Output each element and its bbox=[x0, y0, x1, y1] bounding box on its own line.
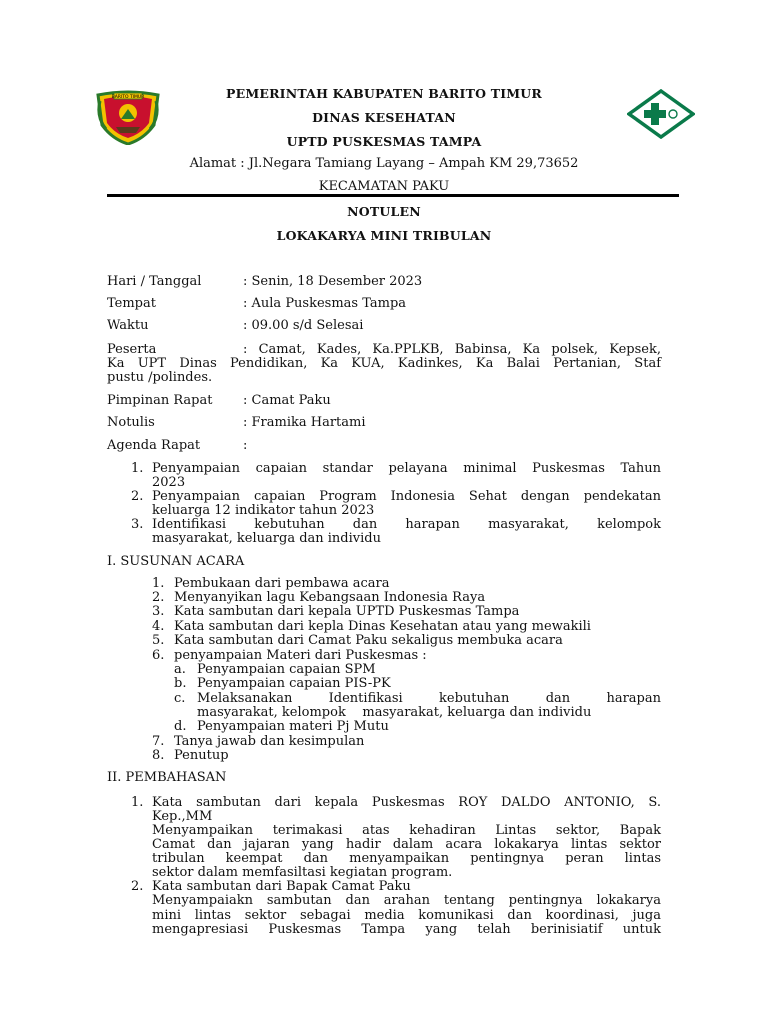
program-number: 3. bbox=[152, 604, 165, 619]
program-number: 8. bbox=[152, 748, 165, 763]
program-subitem: Penyampaian capaian SPM bbox=[197, 662, 376, 677]
header-divider bbox=[107, 194, 679, 197]
header-government: PEMERINTAH KABUPATEN BARITO TIMUR bbox=[226, 86, 542, 101]
program-subitem: masyarakat, kelompok masyarakat, keluarga dan individu bbox=[197, 705, 592, 720]
discussion-item-title: Kata sambutan dari Bapak Camat Paku bbox=[152, 879, 411, 894]
program-subitem: Melaksanakan Identifikasi kebutuhan dan harapan bbox=[197, 691, 661, 706]
discussion-paragraph: tribulan keempat dan menyampaikan pentingnya peran lintas bbox=[152, 851, 661, 866]
document-subtitle: LOKAKARYA MINI TRIBULAN bbox=[276, 228, 492, 243]
info-value-agenda: : bbox=[243, 438, 248, 453]
header-agency: DINAS KESEHATAN bbox=[312, 110, 456, 125]
info-label-notetaker: Notulis bbox=[107, 415, 155, 430]
document-title: NOTULEN bbox=[347, 204, 421, 219]
discussion-paragraph: Camat dan jajaran yang hadir dalam acara lokakarya lintas sektor bbox=[152, 837, 661, 852]
section-heading-discussion: II. PEMBAHASAN bbox=[107, 770, 227, 785]
section-heading-program: I. SUSUNAN ACARA bbox=[107, 554, 245, 569]
discussion-paragraph: mini lintas sektor sebagai media komunikasi dan koordinasi, juga bbox=[152, 908, 661, 923]
agenda-item-text: masyarakat, keluarga dan individu bbox=[152, 531, 381, 546]
svg-text:BARITO TIMUR: BARITO TIMUR bbox=[111, 95, 145, 100]
discussion-item-title: Kep.,MM bbox=[152, 809, 213, 824]
agenda-item-text: Penyampaian capaian standar pelayana minimal Puskesmas Tahun bbox=[152, 461, 661, 476]
program-number: 7. bbox=[152, 734, 165, 749]
program-item: Penutup bbox=[174, 748, 229, 763]
agenda-number: 2. bbox=[131, 489, 144, 504]
discussion-paragraph: Menyampaikan terimakasi atas kehadiran Lintas sektor, Bapak bbox=[152, 823, 661, 838]
header-unit: UPTD PUSKESMAS TAMPA bbox=[286, 134, 482, 149]
info-value-place: : Aula Puskesmas Tampa bbox=[243, 296, 407, 311]
agenda-item-text: 2023 bbox=[152, 475, 186, 490]
program-item: Menyanyikan lagu Kebangsaan Indonesia Raya bbox=[174, 590, 486, 605]
discussion-item-title: Kata sambutan dari kepala Puskesmas ROY DALDO ANTONIO, S. bbox=[152, 795, 661, 810]
agenda-item-text: Penyampaian capaian Program Indonesia Sehat dengan pendekatan bbox=[152, 489, 661, 504]
discussion-number: 1. bbox=[131, 795, 144, 810]
header-address: Alamat : Jl.Negara Tamiang Layang – Ampah KM 29,73652 bbox=[189, 156, 579, 171]
info-label-participants: Peserta bbox=[107, 342, 157, 357]
agenda-number: 3. bbox=[131, 517, 144, 532]
info-label-date: Hari / Tanggal bbox=[107, 274, 202, 289]
program-item: Kata sambutan dari Camat Paku sekaligus membuka acara bbox=[174, 633, 563, 648]
program-subitem: Penyampaian capaian PIS-PK bbox=[197, 676, 391, 691]
program-item: Tanya jawab dan kesimpulan bbox=[174, 734, 365, 749]
info-value-participants-3: pustu /polindes. bbox=[107, 370, 213, 385]
program-number: 4. bbox=[152, 619, 165, 634]
program-number: 2. bbox=[152, 590, 165, 605]
program-item: Kata sambutan dari kepla Dinas Kesehatan atau yang mewakili bbox=[174, 619, 591, 634]
program-number: 6. bbox=[152, 648, 165, 663]
info-label-chair: Pimpinan Rapat bbox=[107, 393, 213, 408]
info-value-time: : 09.00 s/d Selesai bbox=[243, 318, 364, 333]
program-item: penyampaian Materi dari Puskesmas : bbox=[174, 648, 427, 663]
discussion-paragraph: Menyampaiakn sambutan dan arahan tentang pentingnya lokakarya bbox=[152, 893, 661, 908]
program-subletter: a. bbox=[174, 662, 186, 677]
info-label-place: Tempat bbox=[107, 296, 156, 311]
discussion-number: 2. bbox=[131, 879, 144, 894]
program-number: 1. bbox=[152, 576, 165, 591]
info-value-participants-2: Ka UPT Dinas Pendidikan, Ka KUA, Kadinkes, Ka Balai Pertanian, Staf bbox=[107, 356, 661, 371]
program-number: 5. bbox=[152, 633, 165, 648]
info-value-notetaker: : Framika Hartami bbox=[243, 415, 366, 430]
program-subletter: d. bbox=[174, 719, 187, 734]
info-value-chair: : Camat Paku bbox=[243, 393, 331, 408]
discussion-paragraph: sektor dalam memfasiltasi kegiatan program. bbox=[152, 865, 453, 880]
program-item: Pembukaan dari pembawa acara bbox=[174, 576, 390, 591]
info-label-agenda: Agenda Rapat bbox=[107, 438, 201, 453]
agenda-number: 1. bbox=[131, 461, 144, 476]
agenda-item-text: Identifikasi kebutuhan dan harapan masyarakat, kelompok bbox=[152, 517, 661, 532]
info-label-time: Waktu bbox=[107, 318, 149, 333]
agenda-item-text: keluarga 12 indikator tahun 2023 bbox=[152, 503, 375, 518]
info-value-participants-1: : Camat, Kades, Ka.PPLKB, Babinsa, Ka polsek, Kepsek, bbox=[243, 342, 661, 357]
program-subitem: Penyampaian materi Pj Mutu bbox=[197, 719, 389, 734]
program-subletter: b. bbox=[174, 676, 187, 691]
info-value-date: : Senin, 18 Desember 2023 bbox=[243, 274, 423, 289]
discussion-paragraph: mengapresiasi Puskesmas Tampa yang telah berinisiatif untuk bbox=[152, 922, 661, 937]
header-district: KECAMATAN PAKU bbox=[318, 179, 450, 194]
program-subletter: c. bbox=[174, 691, 186, 706]
program-item: Kata sambutan dari kepala UPTD Puskesmas Tampa bbox=[174, 604, 520, 619]
